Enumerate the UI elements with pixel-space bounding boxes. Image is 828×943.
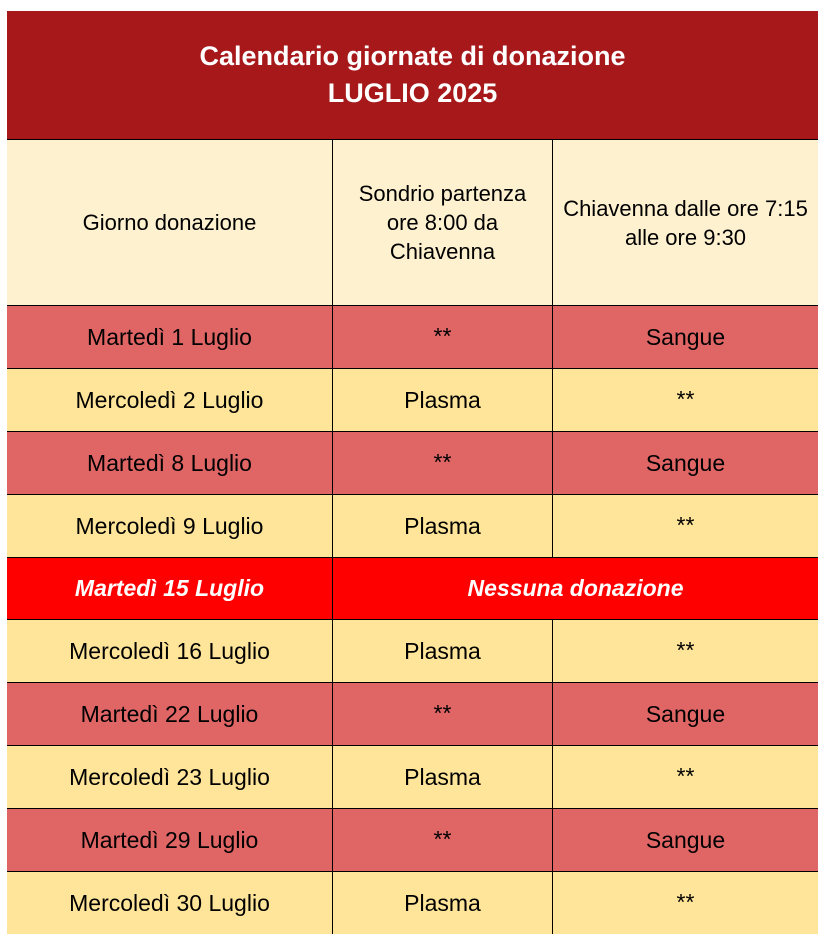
row-sondrio-value: Plasma: [333, 369, 552, 431]
row-sondrio-value: Plasma: [333, 746, 552, 808]
row-sondrio-value: Plasma: [333, 495, 552, 557]
no-donation-note: Nessuna donazione: [333, 558, 818, 619]
header-sondrio: Sondrio partenza ore 8:00 da Chiavenna: [333, 140, 552, 305]
header-chiavenna: Chiavenna dalle ore 7:15 alle ore 9:30: [553, 140, 818, 305]
row-day: Martedì 29 Luglio: [7, 809, 332, 871]
row-day: Martedì 1 Luglio: [7, 306, 332, 368]
row-day: Martedì 8 Luglio: [7, 432, 332, 494]
row-chiavenna-value: **: [553, 495, 818, 557]
row-chiavenna-value: Sangue: [553, 683, 818, 745]
row-sondrio-value: Plasma: [333, 620, 552, 682]
donation-calendar-table: [7, 11, 818, 934]
row-chiavenna-value: Sangue: [553, 432, 818, 494]
row-day: Mercoledì 2 Luglio: [7, 369, 332, 431]
row-chiavenna-value: **: [553, 872, 818, 934]
row-sondrio-value: **: [333, 306, 552, 368]
row-chiavenna-value: **: [553, 746, 818, 808]
header-day: Giorno donazione: [7, 140, 332, 305]
row-day: Mercoledì 9 Luglio: [7, 495, 332, 557]
row-chiavenna-value: Sangue: [553, 306, 818, 368]
row-day-closed: Martedì 15 Luglio: [7, 558, 332, 619]
row-day: Mercoledì 30 Luglio: [7, 872, 332, 934]
row-day: Mercoledì 16 Luglio: [7, 620, 332, 682]
row-day: Martedì 22 Luglio: [7, 683, 332, 745]
row-sondrio-value: **: [333, 683, 552, 745]
row-sondrio-value: **: [333, 809, 552, 871]
calendar-title: [7, 11, 818, 139]
row-sondrio-value: **: [333, 432, 552, 494]
row-chiavenna-value: **: [553, 620, 818, 682]
row-day: Mercoledì 23 Luglio: [7, 746, 332, 808]
row-chiavenna-value: Sangue: [553, 809, 818, 871]
row-chiavenna-value: **: [553, 369, 818, 431]
row-sondrio-value: Plasma: [333, 872, 552, 934]
calendar-title-line1: Calendario giornate di donazione: [199, 41, 626, 71]
calendar-title-line2: LUGLIO 2025: [327, 78, 498, 108]
